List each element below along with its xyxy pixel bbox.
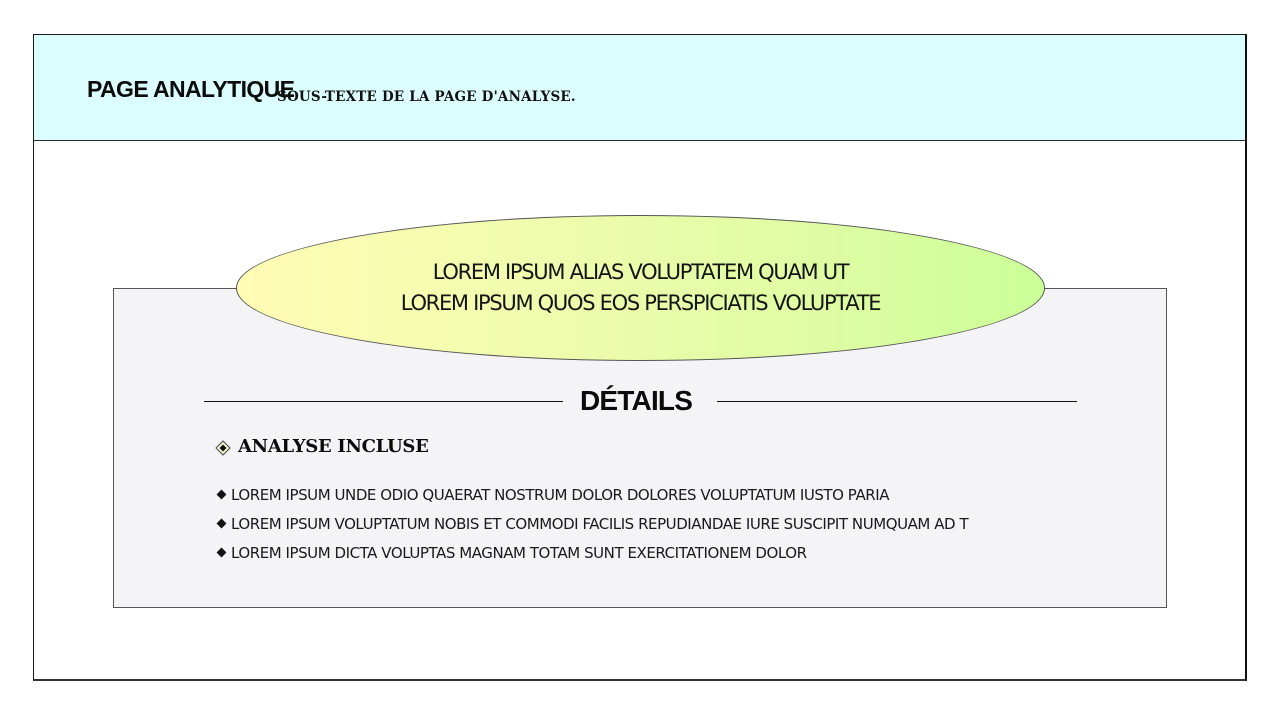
- bullet-icon: [217, 490, 227, 500]
- header-band: [34, 35, 1245, 141]
- list-item: [217, 509, 968, 538]
- highlight-ellipse: [236, 215, 1045, 361]
- highlight-line-1: LOREM IPSUM ALIAS VOLUPTATEM QUAM UT: [432, 260, 849, 284]
- divider-left: [204, 401, 563, 402]
- slide-frame: [33, 34, 1247, 681]
- diamond-bullet-icon: [215, 440, 231, 456]
- list-item: [217, 480, 968, 509]
- page-subtitle: SOUS-TEXTE DE LA PAGE D'ANALYSE.: [277, 89, 576, 105]
- list-item-text: LOREM IPSUM DICTA VOLUPTAS MAGNAM TOTAM SUNT EXERCITATIONEM DOLOR: [231, 543, 807, 562]
- list-item-text: LOREM IPSUM UNDE ODIO QUAERAT NOSTRUM DOLOR DOLORES VOLUPTATUM IUSTO PARIA: [231, 485, 890, 504]
- bullet-list: [217, 480, 968, 567]
- page-title: PAGE ANALYTIQUE: [87, 76, 295, 102]
- highlight-line-2: LOREM IPSUM QUOS EOS PERSPICIATIS VOLUPTATE: [400, 291, 881, 315]
- bullet-icon: [217, 519, 227, 529]
- section-title: ANALYSE INCLUSE: [238, 436, 429, 457]
- list-item: [217, 538, 968, 567]
- details-heading-row: [204, 383, 1078, 423]
- divider-right: [717, 401, 1077, 402]
- section-heading: [215, 436, 429, 457]
- list-item-text: LOREM IPSUM VOLUPTATUM NOBIS ET COMMODI FACILIS REPUDIANDAE IURE SUSCIPIT NUMQUAM AD T: [231, 514, 969, 533]
- details-title: DÉTAILS: [580, 385, 693, 416]
- bullet-icon: [217, 548, 227, 558]
